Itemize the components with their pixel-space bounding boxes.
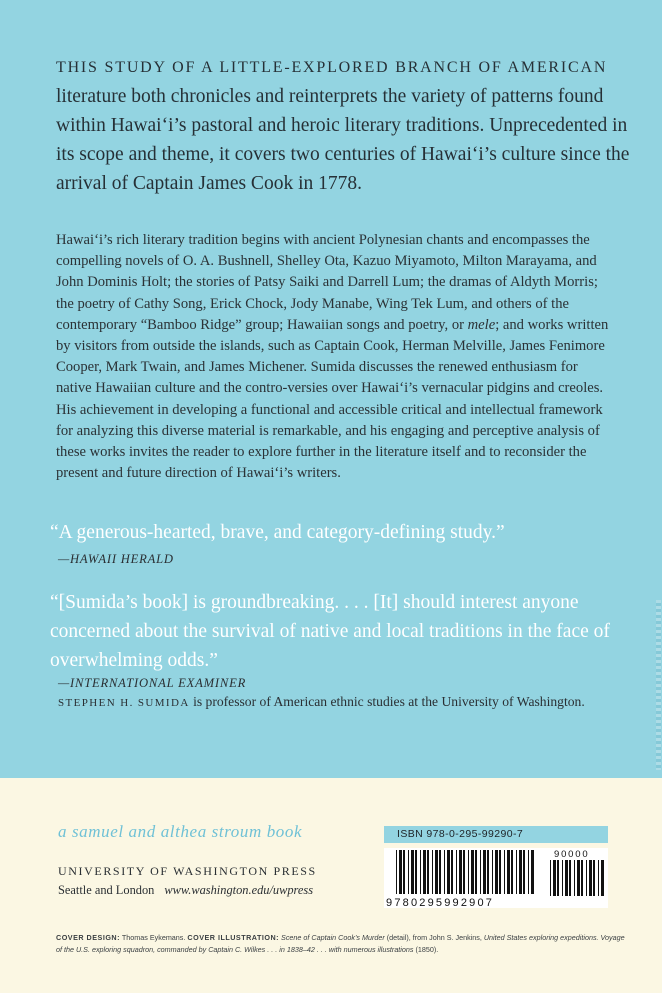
edge-texture [656,600,661,770]
barcode-bar [499,850,501,894]
barcode-bar [427,850,429,894]
barcode-bar [550,860,551,896]
barcode-bar [593,860,595,896]
barcode-box [384,848,608,908]
barcode-bar [435,850,438,894]
barcode-bar [468,850,469,894]
barcode-bar [432,850,433,894]
barcode-bar [519,850,522,894]
review-quote-1: “A generous-hearted, brave, and category-defining study.” [50,522,505,543]
lead-caps: THIS STUDY OF A LITTLE-EXPLORED BRANCH OF AMERICAN [56,59,608,76]
author-bio-text: is professor of American ethnic studies at the University of Washington. [189,694,585,709]
barcode-bar [507,850,510,894]
lead-paragraph [56,52,631,198]
author-name: STEPHEN H. SUMIDA [58,697,190,709]
barcode-bar [601,860,604,896]
barcode-bar [399,850,402,894]
cover-credits [56,932,626,956]
barcode-bar [483,850,486,894]
description-part-1: Hawai‘i’s rich literary tradition begins with ancient Polynesian chants and encompasses the compelling novels of O. A. Bushnell, Shelley Ota, Kazuo Miyamoto, Milton Marayama, and John Dominis Holt; the stories of Patsy Saiki and Darrell Lum; the dramas of Aldyth Morris; the poetry of Cathy Song, Erick Chock, Jody Manabe, Wing Tek Lum, and others of the contemporary “Bamboo Ridge” group; Hawaiian songs and poetry, or [56,232,598,333]
lead-rest: literature both chronicles and reinterprets the variety of patterns found within Hawai‘i’s pastoral and heroic literary traditions. Unprecedented in its scope and theme, it covers two centuries of Hawai‘i’s culture since the arrival of Captain James Cook in 1778. [56,86,630,194]
barcode-bar [451,850,453,894]
author-bio [58,692,638,713]
barcode-bar [396,850,397,894]
barcode-bar [531,850,534,894]
barcode-main-digits: 9780295992907 [386,897,495,908]
barcode-graphic [384,848,608,908]
barcode-bar [475,850,477,894]
illustration-source-book: United States exploring expeditions. Voyage of the U.S. exploring squadron, commanded by Captain C. Wilkes . . . in 1838–42 . . . with numerous illustrations [56,933,625,954]
publisher-name: UNIVERSITY OF WASHINGTON PRESS [58,864,317,878]
barcode-bar [439,850,441,894]
barcode-bar [408,850,409,894]
description-paragraph [56,230,616,484]
barcode-bar [523,850,525,894]
publisher-place: Seattle and London [58,883,155,897]
illustration-title: Scene of Captain Cook’s Murder [279,933,385,942]
review-source-1: —HAWAII HERALD [58,552,174,566]
illustration-year: (1850). [413,945,439,954]
design-credit: Thomas Eykemans. [120,933,188,942]
description-part-2: ; and works written by visitors from outside the islands, such as Captain Cook, Herman Melville, James Fenimore Cooper, Mark Twain, and James Michener. Sumida discusses the renewed enthusiasm for native Hawaiian culture and the contro-versies over Hawai‘i’s vernacular pidgins and creoles. His achievement in developing a functional and accessible critical and intellectual framework for analyzing this diverse material is remarkable, and his engaging and perceptive analysis of these works invites the reader to explore further in the literature itself and to reconsider the present and future direction of Hawai‘i’s writers. [56,316,609,482]
barcode-bar [577,860,580,896]
barcode-bar [444,850,445,894]
barcode-bar [589,860,592,896]
barcode-bar [553,860,556,896]
barcode-bar [415,850,417,894]
mele-term: mele [467,316,496,333]
barcode-bar [598,860,599,896]
barcode-bar [562,860,563,896]
barcode-bar [504,850,505,894]
publisher-location [58,883,313,898]
barcode-bar [492,850,493,894]
barcode-main-bars [396,850,534,894]
barcode-bar [586,860,587,896]
review-quote-2: “[Sumida’s book] is groundbreaking. . . . [It] should interest anyone concerned about the survival of native and local traditions in the face of overwhelming odds.” [50,592,610,671]
barcode-addon-digits: 90000 [554,849,590,860]
barcode-bar [581,860,583,896]
barcode-bar [516,850,517,894]
barcode-bar [403,850,405,894]
barcode-bar [463,850,465,894]
barcode-bar [459,850,462,894]
barcode-bar [447,850,450,894]
barcode-bar [574,860,575,896]
review-source-2: —INTERNATIONAL EXAMINER [58,676,247,690]
barcode-bar [528,850,529,894]
barcode-addon-bars [550,860,604,896]
barcode-bar [569,860,571,896]
publisher-url[interactable]: www.washington.edu/uwpress [164,883,314,897]
series-title: a samuel and althea stroum book [58,822,303,841]
barcode-bar [557,860,559,896]
barcode-bar [487,850,489,894]
barcode-bar [495,850,498,894]
illustration-detail: (detail), from John S. Jenkins, [384,933,484,942]
illustration-label: COVER ILLUSTRATION: [187,933,280,942]
barcode-bar [420,850,421,894]
barcode-bar [411,850,414,894]
barcode-bar [480,850,481,894]
barcode-bar [471,850,474,894]
design-label: COVER DESIGN: [56,933,121,942]
barcode-bar [456,850,457,894]
isbn-label: ISBN 978-0-295-99290-7 [397,828,524,840]
barcode-bar [511,850,513,894]
barcode-bar [565,860,568,896]
barcode-bar [423,850,426,894]
